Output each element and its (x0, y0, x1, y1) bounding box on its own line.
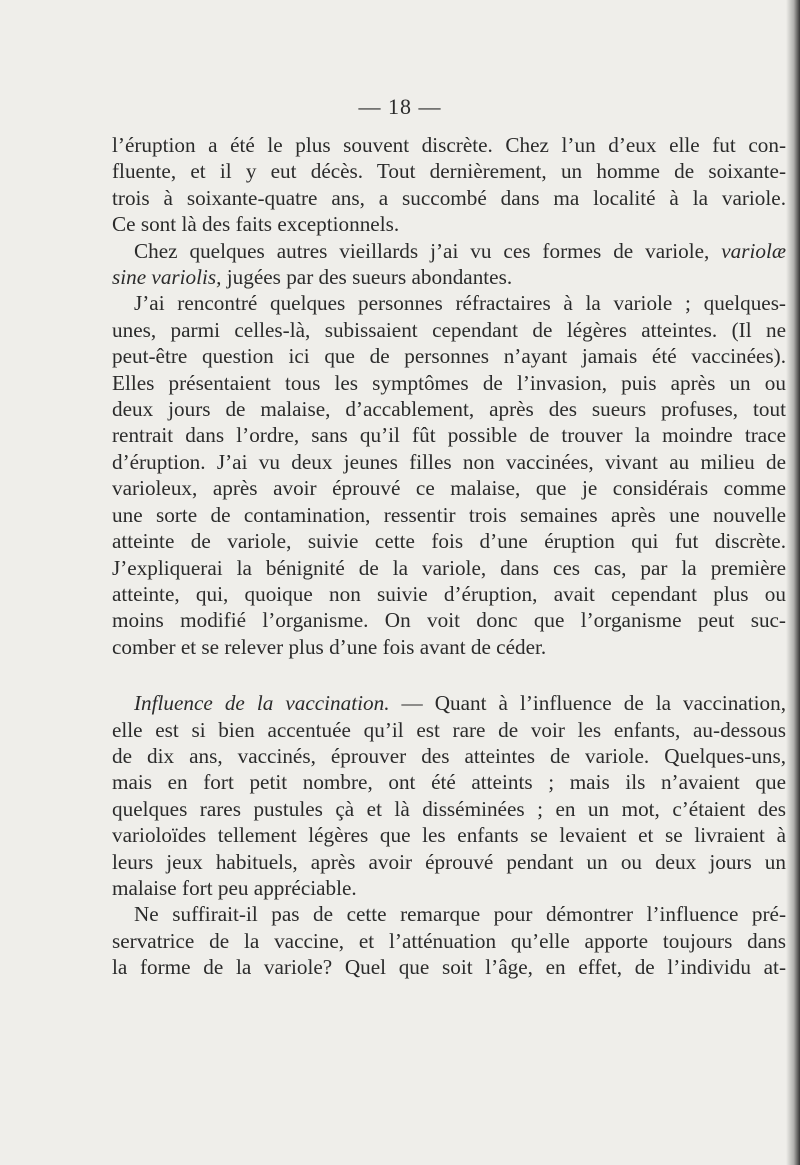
text-line: varioloïdes tellement légères que les enfants se levaient et se livraient à (112, 823, 786, 848)
text-line: la forme de la variole? Quel que soit l’âge, en effet, de l’individu at- (112, 955, 786, 980)
text-line: fluente, et il y eut décès. Tout dernièrement, un homme de soixante- (112, 159, 786, 184)
text-line: de dix ans, vaccinés, éprouver des atteintes de variole. Quelques-uns, (112, 743, 786, 768)
text-line: atteinte, qui, quoique non suivie d’éruption, avait cependant plus ou (112, 581, 786, 606)
text-run: Chez quelques autres vieillards j’ai vu ces formes de variole, (134, 238, 722, 263)
text-line (112, 690, 786, 716)
paragraph-2 (112, 238, 786, 291)
text-line: trois à soixante-quatre ans, a succombé dans ma localité à la variole. (112, 185, 786, 210)
text-line: deux jours de malaise, d’accablement, après des sueurs profuses, tout (112, 397, 786, 422)
text-line: J’expliquerai la bénignité de la variole, dans ces cas, par la première (112, 555, 786, 580)
text-line: servatrice de la vaccine, et l’atténuation qu’elle apporte toujours dans (112, 928, 786, 953)
text-line: varioleux, après avoir éprouvé ce malaise, que je considérais comme (112, 476, 786, 501)
text-line: Ce sont là des faits exceptionnels. (112, 212, 400, 237)
paragraph-3 (112, 290, 786, 660)
text-line: Elles présentaient tous les symptômes de l’invasion, puis après un ou (112, 370, 786, 395)
text-line: peut-être question ici que de personnes n’ayant jamais été vaccinées). (112, 344, 786, 369)
text-line: une sorte de contamination, ressentir trois semaines après une nouvelle (112, 502, 786, 527)
text-line: quelques rares pustules çà et là disséminées ; en un mot, c’étaient des (112, 796, 786, 821)
italic-term: sine variolis, (112, 265, 222, 290)
text-line: malaise fort peu appréciable. (112, 875, 357, 900)
paragraph-4 (112, 690, 786, 901)
text-line: elle est si bien accentuée qu’il est rare de voir les enfants, au-dessous (112, 717, 786, 742)
text-line: unes, parmi celles-là, subissaient cependant de légères atteintes. (Il ne (112, 317, 786, 342)
page-edge-shadow (786, 0, 800, 1165)
text-line: l’éruption a été le plus souvent discrète. Chez l’un d’eux elle fut con- (112, 133, 786, 157)
text-line: rentrait dans l’ordre, sans qu’il fût possible de trouver la moindre trace (112, 423, 786, 448)
text-line: atteinte de variole, suivie cette fois d’une éruption qui fut discrète. (112, 529, 786, 554)
text-line: d’éruption. J’ai vu deux jeunes filles non vaccinées, vivant au milieu de (112, 449, 786, 474)
text-line (112, 264, 786, 290)
text-line: leurs jeux habituels, après avoir éprouvé pendant un ou deux jours un (112, 849, 786, 874)
body-text (112, 132, 786, 981)
text-line: mais en fort petit nombre, ont été atteints ; mais ils n’avaient que (112, 770, 786, 795)
text-line: comber et se relever plus d’une fois avant de céder. (112, 634, 547, 659)
text-line (112, 238, 786, 264)
italic-term: variolæ (721, 238, 786, 263)
text-line: Ne suffirait-il pas de cette remarque pour démontrer l’influence pré- (134, 902, 786, 927)
paragraph-1 (112, 132, 786, 238)
section-heading: Influence de la vaccination. (134, 691, 390, 716)
text-run: jugées par des sueurs abondantes. (221, 265, 513, 290)
page-number: — 18 — (358, 94, 442, 119)
text-run: — Quant à l’influence de la vaccination, (389, 691, 786, 716)
section-gap (112, 660, 786, 690)
text-line: moins modifié l’organisme. On voit donc que l’organisme peut suc- (112, 608, 786, 633)
text-line: J’ai rencontré quelques personnes réfractaires à la variole ; quelques- (134, 291, 786, 316)
paragraph-5 (112, 901, 786, 980)
